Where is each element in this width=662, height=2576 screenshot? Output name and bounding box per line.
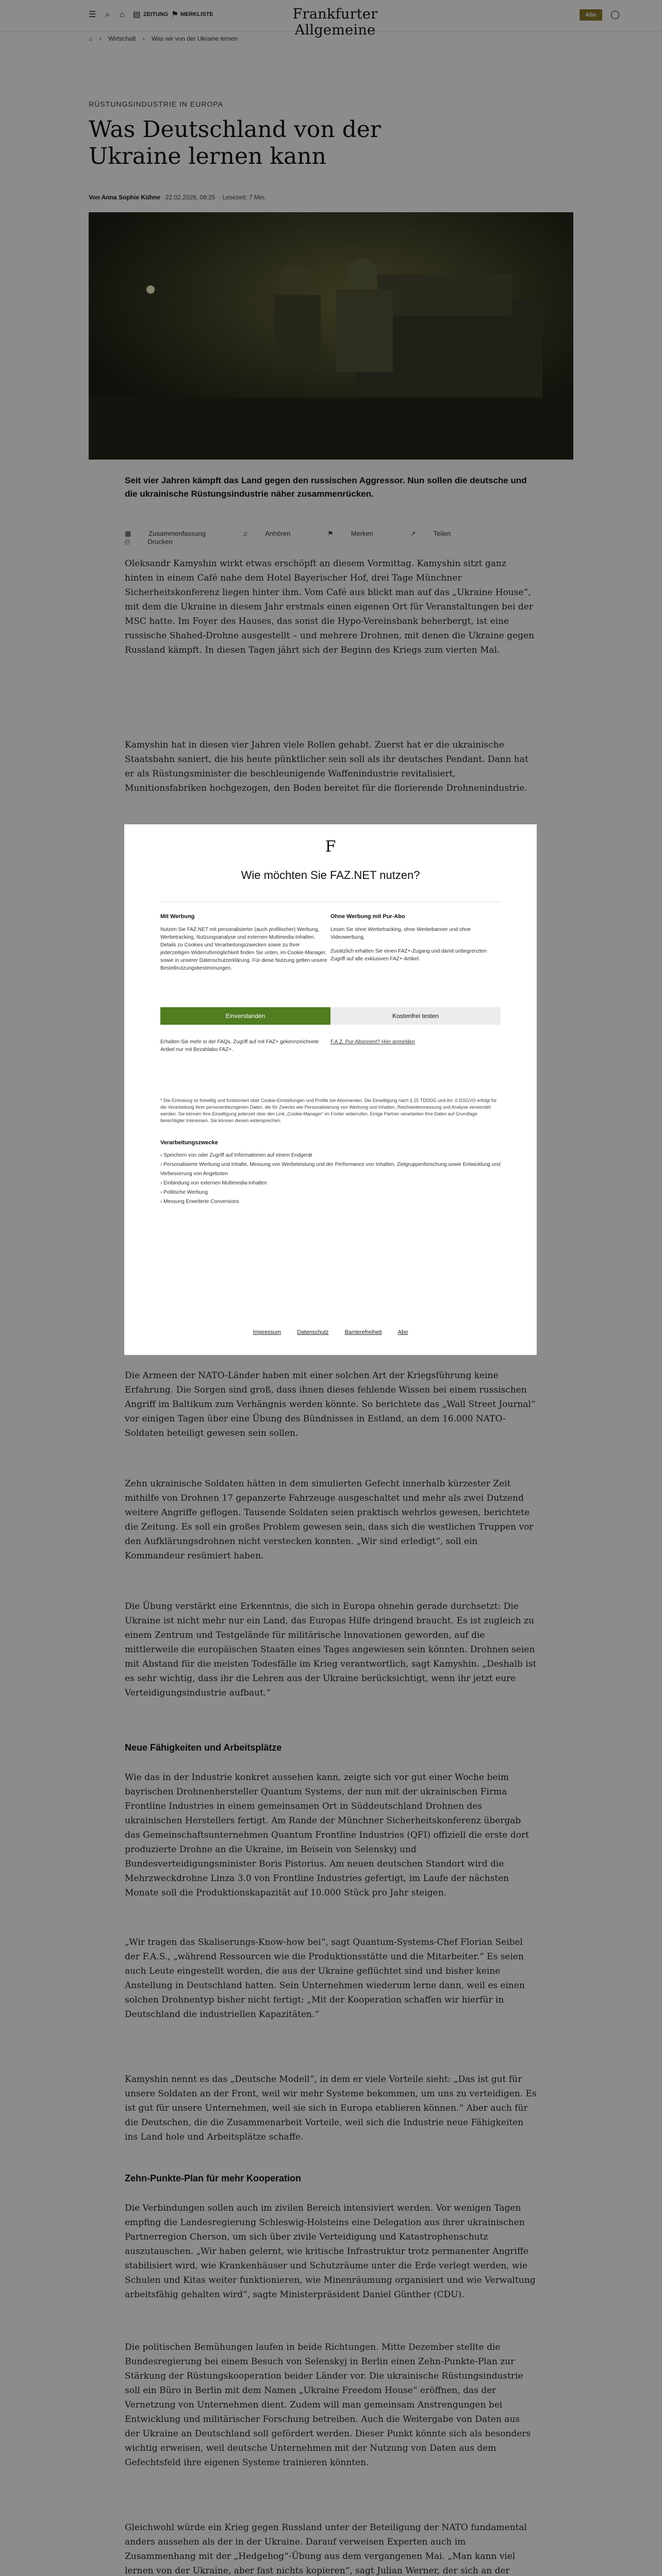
option-text: Lesen Sie ohne Werbetracking, ohne Werbebanner und ohne Videowerbung.	[330, 927, 471, 940]
pur-login-link[interactable]: F.A.Z. Pur-Abonnent? Hier anmelden	[330, 1039, 415, 1045]
breadcrumb-item[interactable]: Wirtschaft	[108, 35, 136, 42]
article-paragraph: Die Übung verstärkt eine Erkenntnis, die sich in Europa ohnehin gerade durchsetzt: Die Ukraine ist nicht mehr nur ein Land, das Europas Hilfe dringend braucht. Es ist zugleich zu einem Zentrum und Testgelände für militärische Innovationen geworden, auf die mittlerweile die europäischen Staaten eines Tages angewiesen sein könnten. Drohnen seien mit Abstand für die meisten Todesfälle im Krieg verantwortlich, sagt Kamyshin. „Deshalb ist es sehr wichtig, dass ihr die Lehren aus der Ukraine berücksichtigt, wenn ihr jetzt eure Verteidigungsindustrie aufbaut.“	[125, 1601, 537, 1698]
listen-button[interactable]: ♫ Anhören	[242, 530, 291, 537]
consent-dialog	[124, 824, 537, 1355]
home-breadcrumb-icon[interactable]: ⌂	[89, 35, 93, 42]
read-time: Lesezeit: 7 Min.	[222, 194, 266, 201]
subheading: Zehn-Punkte-Plan für mehr Kooperation	[125, 2173, 302, 2183]
purpose-item[interactable]: › Politische Werbung	[160, 1190, 208, 1195]
chevron-right-icon: ›	[160, 1199, 164, 1205]
purposes-title: Verarbeitungszwecke	[160, 1140, 218, 1146]
chevron-right-icon: ›	[160, 1153, 164, 1158]
option-note: Erhalten Sie mehr in der FAQs. Zugriff auf mit FAZ+ gekennzeichnete Artikel nur mit Bezahlabo FAZ+.	[160, 1039, 319, 1053]
trial-button[interactable]: Kostenfrei testen	[330, 1007, 501, 1025]
article-paragraph: Gleichwohl würde ein Krieg gegen Russland unter der Beteiligung der NATO fundamental anders aussehen als der in der Ukraine. Darauf verweisen Experten auch im Zusammenhang mit der „Hedgehog“-Übung aus dem vergangenen Mai. „Man kann viel lernen von der Ukraine, aber fast nichts kopieren“, sagt Julian Werner, der sich an der	[125, 2522, 527, 2576]
consent-fine-print: * Die Einholung ist freiwillig und funktioniert über Cookie-Einstellungen und Profile bei Abonnenten. Die Einwilligung nach § 25 TDDDG und Art. 6 DSGVO erfolgt für die Verarbeitung Ihrer personenbezogenen Daten, die für Zwecke wie Personalisierung von Werbung und Inhalten, Reichweitenmessung und Analyse verwendet werden. Sie können Ihre Einwilligung jederzeit über den Link „Cookie-Manager“ im Footer widerrufen. Einige Partner verarbeiten Ihre Daten auf Grundlage berechtigter Interessen. Sie können diesen widersprechen.	[160, 1098, 497, 1123]
share-icon: ↗	[410, 530, 416, 537]
breadcrumb-item: Was wir von der Ukraine lernen	[151, 35, 238, 42]
author[interactable]: Von Anna Sophie Kühne	[89, 194, 160, 201]
article-paragraph: „Wir tragen das Skaliserungs-Know-how bei“, sagt Quantum-Systems-Chef Florian Seibel der F.A.S., „während Ressourcen wie die Produktionsstätte und die Mitarbeiter.“ Es seien auch Leute eingestellt worden, die aus der Ukraine geflüchtet sind und bisher keine Anstellung in Deutschland hatten. Sein Unternehmen wiederum lerne dann, weil es einen solchen Drohnentyp bisher nicht fertigt: „Mit der Kooperation schaffen wir hierfür in Deutschland die industriellen Kapazitäten.“	[125, 1937, 525, 2020]
article-paragraph: Wie das in der Industrie konkret aussehen kann, zeigte sich vor gut einer Woche beim bayrischen Drohnenhersteller Quantum Systems, der nun mit der ukrainischen Firma Frontline Industries in einem gemeinsamen Ort in Süddeutschland Drohnen des ukrainischen Herstellers fertigt. Am Rande der Münchner Sicherheitskonferenz übergab das Gemeinschaftsunternehmen Quantum Frontline Industries (QFI) offiziell die erste dort produzierte Drohne an die Ukraine, im Beisein von Selenskyj und Bundesverteidigungsminister Boris Pistorius. Am neuen deutschen Standort wird die Mehrzweckdrohne Linza 3.0 von Frontline Industries gefertigt, im Laufe der nächsten Monate soll die Produktionskapazität auf 10.000 Stück pro Jahr steigen.	[125, 1772, 529, 1898]
consent-question: Wie möchten Sie FAZ.NET nutzen?	[241, 869, 420, 882]
accessibility-link[interactable]: Barrierefreiheit	[344, 1329, 382, 1335]
publish-date: 22.02.2026, 08:25	[165, 194, 216, 201]
consent-footer-links	[124, 1329, 537, 1335]
subheading: Neue Fähigkeiten und Arbeitsplätze	[125, 1742, 282, 1753]
processing-purposes	[160, 1140, 501, 1207]
search-icon[interactable]: ⌕	[105, 10, 110, 19]
option-text: Nutzen Sie FAZ.NET mit personalisierter (auch profilischer) Werbung, Werbetracking, Nutzungsanalyse und externen Multimedia-Inhalten. Details zu Cookies und Verarbeitungszwecken sowie zu Ihrer jederzeitigen Widerrufsmöglichkeit finden Sie unten, im Cookie-Manager, sowie in unserer Datenschutzerklärung. Für diese Nutzung gelten unsere Bestellnutzungsbestimmungen.	[160, 927, 327, 971]
headphones-icon: ♫	[242, 530, 248, 537]
option-title: Ohne Werbung mit Pur-Abo	[330, 913, 405, 920]
newspaper-icon[interactable]: ▤	[133, 10, 141, 19]
purpose-item[interactable]: › Speichern von oder Zugriff auf Informationen auf einem Endgerät	[160, 1153, 312, 1158]
article-meta: Von Anna Sophie Kühne 22.02.2026, 08:25 · Lesezeit: 7 Min.	[89, 194, 266, 201]
breadcrumb-separator-icon: ›	[142, 35, 145, 42]
purpose-item[interactable]: › Messung Erweiterte Conversions	[160, 1199, 239, 1205]
summary-icon: ▦	[125, 530, 131, 537]
bookmark-icon[interactable]: ⚑	[171, 10, 179, 19]
article-paragraph: Kamyshin hat in diesen vier Jahren viele Rollen gehabt. Zuerst hat er die ukrainische Staatsbahn saniert, die bis heute pünktlicher sein soll als ihr deutsches Pendant. Dann hat er als Rüstungsminister die beschleunigende Waffenindustrie revitalisiert, Munitionsfabriken hochgezogen, den Boden bereitet für die florierende Drohnenindustrie.	[125, 740, 528, 793]
breadcrumb-separator-icon: ›	[99, 35, 102, 42]
faz-logo: F	[325, 838, 336, 856]
site-logo[interactable]: Frankfurter Allgemeine	[292, 6, 378, 38]
menu-icon[interactable]: ☰	[88, 10, 96, 19]
article-title: Was Deutschland von der Ukraine lernen kann	[89, 116, 381, 170]
article-paragraph: Kamyshin nennt es das „Deutsche Modell“, in dem er viele Vorteile sieht: „Das ist gut für unsere Soldaten an der Front, weil wir mehr Systeme bekommen, um uns zu verteidigen. Es ist gut für unsere Unternehmen, weil sie sich in Europa etablieren können.“ Aber auch für die Deutschen, die die Zusammenarbeit Vorteile, weil sich die Industrie neue Fähigkeiten ins Land hole und Arbeitsplätze schaffe.	[125, 2074, 537, 2142]
chevron-right-icon: ›	[160, 1180, 164, 1186]
privacy-link[interactable]: Datenschutz	[297, 1329, 329, 1335]
print-icon: ⎙	[125, 538, 130, 546]
bookmarks-label[interactable]: MERKLISTE	[180, 11, 213, 18]
home-icon[interactable]: ⌂	[120, 10, 125, 19]
bookmark-button[interactable]: ⚑ Merken	[327, 530, 374, 537]
accept-button[interactable]: Einverstanden	[160, 1007, 330, 1025]
article-paragraph: Zehn ukrainische Soldaten hätten in dem simulierten Gefecht innerhalb kürzester Zeit mithilfe von Drohnen 17 gepanzerte Fahrzeuge ausgeschaltet und mehr als zwei Dutzend weitere Angriffe geflogen. Tausende Soldaten seien praktisch wehrlos gewesen, berichtete die Zeitung. Es soll ein großes Problem gewesen sein, dass sich die westlichen Truppen vor den Aufklärungsdrohnen nicht verstecken konnten. „Wir sind erledigt“, soll ein Kommandeur resümiert haben.	[125, 1479, 534, 1561]
newspaper-label[interactable]: ZEITUNG	[143, 11, 169, 18]
user-icon[interactable]: ◯	[610, 10, 620, 19]
consent-option-pur	[330, 902, 501, 1093]
subscribe-button[interactable]: Abo	[580, 9, 602, 21]
purpose-item[interactable]: › Personalisierte Werbung und Inhalte, Messung von Werbeleistung und der Performance von Inhalten, Zielgruppenforschung sowie Entwicklung und Verbesserung von Angeboten	[160, 1162, 501, 1177]
article-paragraph: Die Verbindungen sollen auch im zivilen Bereich intensiviert werden. Vor wenigen Tagen empfing die Landesregierung Schleswig-Holsteins eine Delegation aus ihrer ukrainischen Partnerregion Cherson, um sich über zivile Verteidigung und Katastrophenschutz auszutauschen. „Wir haben gelernt, wie kritische Infrastruktur trotz permanenter Angriffe stabilisiert wird, wie Krankenhäuser und Schutzräume unter die Erde verlegt werden, wie Schulen und Kitas weiter funktionieren, wie Minenräumung organisiert und wie Verwaltung arbeitsfähig gehalten wird“, sagte Ministerpräsident Daniel Günther (CDU).	[125, 2203, 536, 2300]
share-button[interactable]: ↗ Teilen	[410, 530, 451, 537]
option-title: Mit Werbung	[160, 913, 195, 920]
article-paragraph: Die Armeen der NATO-Länder haben mit einer solchen Art der Kriegsführung keine Erfahrung. Die Sorgen sind groß, dass ihnen dieses fehlende Wissen bei einem russischen Angriff im Baltikum zum Verhängnis werden könnte. So berichtete das „Wall Street Journal“ vor einigen Tagen über eine Übung des Bündnisses in Estland, an dem 16.000 NATO-Soldaten beteiligt gewesen sein sollen.	[125, 1370, 536, 1438]
chevron-right-icon: ›	[160, 1162, 164, 1167]
purpose-item[interactable]: › Einbindung von externen Multimedia-Inhalten	[160, 1180, 267, 1186]
subscription-link[interactable]: Abo	[398, 1329, 408, 1335]
summary-button[interactable]: ▦ Zusammenfassung	[125, 530, 206, 537]
article-paragraph: Die politischen Bemühungen laufen in beide Richtungen. Mitte Dezember stellte die Bundesregierung bei einem Besuch von Selenskyj in Berlin einen Zehn-Punkte-Plan zur Stärkung der Rüstungskooperation beider Länder vor. Die ukrainische Rüstungsindustrie soll ein Büro in Berlin mit dem Namen „Ukraine Freedom House“ eröffnen, das der Vernetzung von Unternehmen dient. Zudem will man gemeinsam Anstrengungen bei Entwicklung und militärischer Forschung betreiben. Auch die Weitergabe von Daten aus der Ukraine an Deutschland soll gefördert werden. Dieser Punkt könnte sich als besonders wichtig erweisen, weil deutsche Unternehmen mit der Nutzung von Daten aus dem Gefechtsfeld ihre eigenen Systeme trainieren könnten.	[125, 2342, 531, 2468]
print-button[interactable]: ⎙ Drucken	[125, 538, 173, 546]
bookmark-icon: ⚑	[327, 530, 334, 537]
article-lede: Seit vier Jahren kämpft das Land gegen den russischen Aggressor. Nun sollen die deutsche und die ukrainische Rüstungsindustrie näher zusammenrücken.	[125, 476, 527, 499]
chevron-right-icon: ›	[160, 1190, 164, 1195]
consent-option-ads	[160, 902, 330, 1093]
article-paragraph: Oleksandr Kamyshin wirkt etwas erschöpft an diesem Vormittag. Kamyshin sitzt ganz hinten in einem Café nahe dem Hotel Bayerischer Hof, drei Tage Münchner Sicherheitskonferenz liegen hinter ihm. Vom Café aus blickt man auf das „Ukraine House“, mit dem die Ukraine in diesem Jahr erstmals einen eigenen Ort für Veranstaltungen bei der MSC hatte. Im Foyer des Hauses, das sonst die Hypo-Vereinsbank beherbergt, ist eine russische Shahed-Drohne ausgestellt – und mehrere Drohnen, mit denen die Ukraine gegen Russland kämpft. In diesen Tagen jährt sich der Beginn des Kriegs zum vierten Mal.	[125, 558, 534, 655]
article-kicker: RÜSTUNGSINDUSTRIE IN EUROPA	[89, 100, 223, 108]
imprint-link[interactable]: Impressum	[253, 1329, 282, 1335]
option-text: Zusätzlich erhalten Sie einen FAZ+-Zugang und damit unbegrenzten Zugriff auf alle exklusiven FAZ+-Artikel.	[330, 948, 487, 962]
